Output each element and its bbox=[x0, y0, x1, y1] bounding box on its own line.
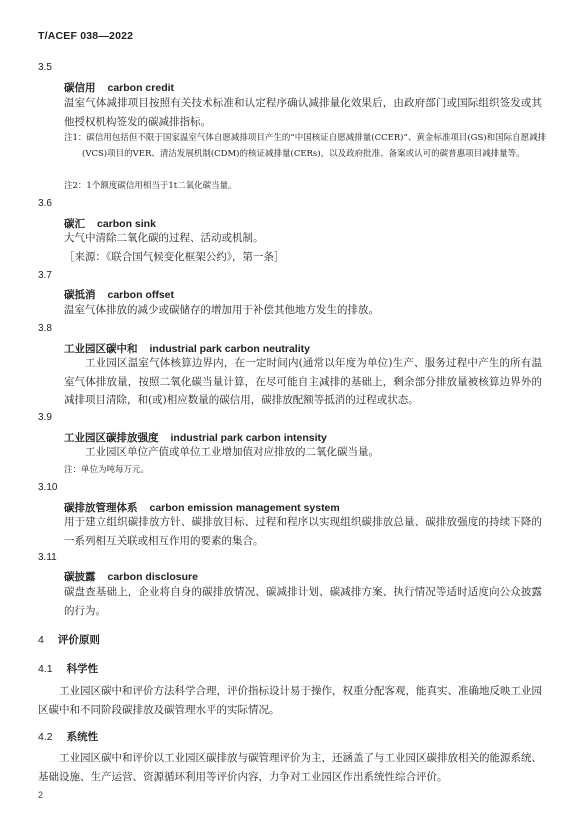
term-en: carbon credit bbox=[107, 82, 175, 94]
term-en: carbon disclosure bbox=[107, 571, 198, 583]
term-en: industrial park carbon neutrality bbox=[149, 343, 310, 355]
page-number: 2 bbox=[38, 790, 44, 800]
term-note: 注2：1个额度碳信用相当于1t二氧化碳当量。 bbox=[64, 181, 237, 191]
term-title bbox=[64, 287, 174, 302]
term-zh: 碳排放管理体系 bbox=[64, 502, 138, 514]
subsection-heading bbox=[38, 661, 98, 676]
clause-number: 3.5 bbox=[38, 62, 52, 73]
term-zh: 碳信用 bbox=[64, 82, 96, 94]
section-number: 4.1 bbox=[38, 663, 53, 675]
term-en: industrial park carbon intensity bbox=[170, 432, 327, 444]
clause-number: 3.7 bbox=[38, 270, 52, 281]
term-zh: 碳抵消 bbox=[64, 289, 96, 301]
term-zh: 工业园区碳排放强度 bbox=[64, 432, 159, 444]
section-number: 4 bbox=[38, 634, 44, 646]
section-title: 评价原则 bbox=[57, 634, 100, 646]
term-zh: 碳披露 bbox=[64, 571, 96, 583]
term-definition: 大气中清除二氧化碳的过程、活动或机制。 bbox=[64, 232, 264, 244]
term-definition: 工业园区温室气体核算边界内，在一定时间内(通常以年度为单位)生产、服务过程中产生的所有温室气体排放量，按照二氧化碳当量计算，在尽可能自主减排的基础上，剩余部分排放量被核算边界外的减排项目清除，和(或)相应数量的碳信用，碳排放配额等抵消的过程或状态。 bbox=[64, 357, 542, 406]
section-paragraph: 工业园区碳中和评价方法科学合理，评价指标设计易于操作，权重分配客观，能真实、准确地反映工业园区碳中和不同阶段碳排放及碳管理水平的实际情况。 bbox=[38, 685, 542, 716]
clause-number: 3.8 bbox=[38, 323, 52, 334]
term-en: carbon emission management system bbox=[149, 502, 340, 514]
term-zh: 工业园区碳中和 bbox=[64, 343, 138, 355]
document-header: T/ACEF 038—2022 bbox=[38, 30, 134, 42]
term-note: 注1：碳信用包括但不限于国家温室气体自愿减排项目产生的“中国核证自愿减排量(CCER)”、黄金标准项目(GS)和国际自愿减排(VCS)项目的VER、清洁发展机制(CDM)的核证减排量(CERs)，以及政府批准、备案或认可的碳普惠项目减排量等。 bbox=[64, 133, 547, 159]
section-paragraph: 工业园区碳中和评价以工业园区碳排放与碳管理评价为主，还涵盖了与工业园区碳排放相关的能源系统、基础设施、生产运营、资源循环利用等评价内容，力争对工业园区作出系统性综合评价。 bbox=[38, 752, 542, 783]
section-title: 系统性 bbox=[66, 731, 99, 743]
term-definition: 碳盘查基础上，企业将自身的碳排放情况、碳减排计划、碳减排方案、执行情况等适时适度向公众披露的行为。 bbox=[64, 586, 542, 617]
term-source: ［来源：《联合国气候变化框架公约》，第一条］ bbox=[64, 251, 285, 263]
clause-number: 3.9 bbox=[38, 412, 52, 423]
term-note: 注：单位为吨每万元。 bbox=[64, 465, 150, 475]
term-title bbox=[64, 569, 198, 584]
subsection-heading bbox=[38, 729, 98, 744]
term-definition: 温室气体排放的减少或碳储存的增加用于补偿其他地方发生的排放。 bbox=[64, 304, 379, 316]
section-title: 科学性 bbox=[66, 663, 99, 675]
section-heading bbox=[38, 632, 100, 647]
term-definition: 工业园区单位产值或单位工业增加值对应排放的二氧化碳当量。 bbox=[85, 446, 379, 458]
section-number: 4.2 bbox=[38, 731, 53, 743]
term-zh: 碳汇 bbox=[64, 218, 85, 230]
term-definition: 用于建立组织碳排放方针、碳排放目标、过程和程序以实现组织碳排放总量、碳排放强度的持续下降的一系列相互关联或相互作用的要素的集合。 bbox=[64, 516, 542, 547]
term-definition: 温室气体减排项目按照有关技术标准和认定程序确认减排量化效果后，由政府部门或国际组织签发或其他授权机构签发的碳减排指标。 bbox=[64, 97, 542, 128]
term-en: carbon offset bbox=[107, 289, 175, 301]
clause-number: 3.10 bbox=[38, 482, 58, 493]
term-en: carbon sink bbox=[97, 218, 156, 230]
clause-number: 3.11 bbox=[38, 552, 57, 563]
clause-number: 3.6 bbox=[38, 198, 52, 209]
term-title bbox=[64, 80, 174, 95]
